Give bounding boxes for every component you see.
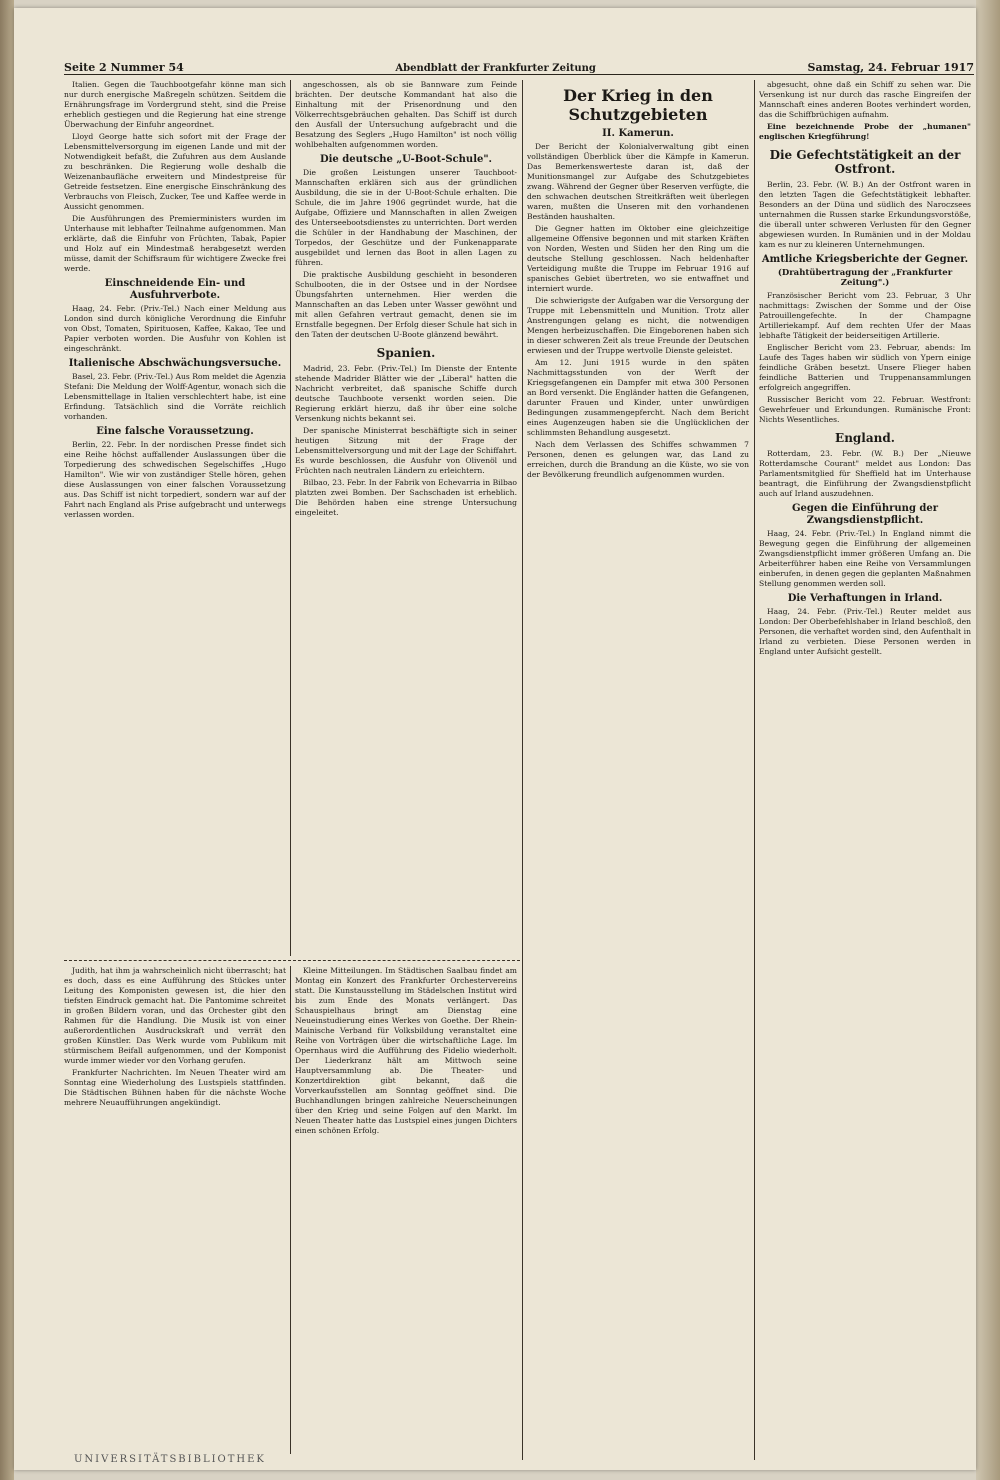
article-text: Französischer Bericht vom 23. Februar, 3 Uhr nachmittags: Zwischen der Somme und der Oise Patrouillengefechte. In der Champagne Artilleriekampf. Auf dem rechten Ufer der Maas lebhafte Tätigkeit der beiderseitigen Artillerie.: [759, 291, 971, 340]
masthead: [64, 56, 974, 75]
article-text: Der Bericht der Kolonialverwaltung gibt einen vollständigen Überblick über die Kämpfe in Kamerun. Das Bemerkenswerteste daran ist, daß der Munitionsmangel zur Aufgabe des Schutzgebietes zwang. Während der Gegner über Reserven verfügte, die den schwachen deutschen Streitkräften weit überlegen waren, mußten die Unseren mit den vorhandenen Beständen haushalten.: [527, 142, 749, 221]
article-text: Die großen Leistungen unserer Tauchboot-Mannschaften erklären sich aus der gründlichen Ausbildung, die sie in der U-Boot-Schule erhalten. Die Schule, die im Jahre 1906 gegründet wurde, hat die Aufgabe, Offiziere und Mannschaften in allen Zweigen des Unterseebootsdienstes zu unterrichten. Dort werden die Schüler in der Handhabung der Maschinen, der Torpedos, der Geschütze und der Funkenapparate ausgebildet und lernen das Boot in allen Lagen zu führen.: [295, 168, 517, 267]
headline-zwangsdienstpflicht: Gegen die Einführung der Zwangsdienstpflicht.: [791, 503, 939, 526]
masthead-title: Abendblatt der Frankfurter Zeitung: [395, 63, 596, 74]
column-rule: [290, 80, 291, 956]
article-text: Rotterdam, 23. Febr. (W. B.) Der „Nieuwe Rotterdamsche Courant" meldet aus London: Das Parlamentsmitglied für Sheffield hat im Unterhause beantragt, die Einführung der Zwangsdienstpflicht auch auf Irland auszudehnen.: [759, 449, 971, 498]
article-text: Lloyd George hatte sich sofort mit der Frage der Lebensmittelversorgung im eigenen Lande und mit der Notwendigkeit befaßt, die Zufuhren aus dem Auslande zu beschränken. Die Regierung wolle deshalb die Weizenanbaufläche erweitern und Mindestpreise für Getreide festsetzen. Eine energische Einschränkung des Verbrauchs von Fleisch, Zucker, Tee und Kaffee werde in Aussicht genommen.: [64, 132, 286, 211]
feuilleton-text: Kleine Mitteilungen. Im Städtischen Saalbau findet am Montag ein Konzert des Frankfurter Orchestervereins statt. Die Kunstausstellung im Städelschen Institut wird bis zum Ende des Monats verlängert. Das Schauspielhaus bringt am Dienstag eine Neueinstudierung eines Werkes von Goethe. Der Rhein-Mainische Verband für Volksbildung veranstaltet eine Reihe von Vorträgen über die wirtschaftliche Lage. Im Opernhaus wird die Aufführung des Fidelio wiederholt. Der Liederkranz hält am Mittwoch seine Hauptversammlung ab. Die Theater- und Konzertdirektion gibt bekannt, daß die Vorverkaufsstellen am Sonntag geöffnet sind. Die Buchhandlungen bringen zahlreiche Neuerscheinungen über den Krieg und seine Folgen auf den Markt. Im Neuen Theater hatte das Lustspiel eines jungen Dichters einen schönen Erfolg.: [295, 966, 517, 1135]
article-text: Haag, 24. Febr. (Priv.-Tel.) Reuter meldet aus London: Der Oberbefehlshaber in Irland beschloß, den Personen, die verhaftet worden sind, den Aufenthalt in Irland zu verbieten. Diese Personen werden in England unter Aufsicht gestellt.: [759, 607, 971, 656]
subheadline-drahtbericht: (Drahtübertragung der „Frankfurter Zeitung".): [777, 268, 953, 288]
masthead-date: Samstag, 24. Februar 1917: [807, 61, 974, 74]
article-text: Madrid, 23. Febr. (Priv.-Tel.) Im Dienste der Entente stehende Madrider Blätter wie der „Liberal" hatten die Nachricht verbreitet, daß spanische Schiffe durch deutsche Tauchboote versenkt worden seien. Die Regierung erklärt hierzu, daß ihr über eine solche Versenkung nichts bekannt sei.: [295, 364, 517, 423]
column-rule: [754, 80, 755, 1460]
column-3: [527, 80, 749, 1460]
column-4: [759, 80, 971, 1460]
headline-krieg-schutzgebieten: Der Krieg in den Schutzgebieten: [563, 86, 713, 124]
article-text: Nach dem Verlassen des Schiffes schwammen 7 Personen, denen es gelungen war, das Land zu erreichen, durch die Brandung an die Küste, wo sie von der Bevölkerung freundlich aufgenommen wurden.: [527, 440, 749, 479]
headline-kriegsberichte: Amtliche Kriegsberichte der Gegner.: [761, 254, 969, 265]
headline-ostfront: Die Gefechtstätigkeit an der Ostfront.: [769, 148, 961, 176]
article-text: Haag, 24. Febr. (Priv.-Tel.) Nach einer Meldung aus London sind durch königliche Verordnung die Einfuhr von Obst, Tomaten, Spirituosen, Kaffee, Kakao, Tee und Papier verboten worden. Die Ausfuhr von Kohlen ist eingeschränkt.: [64, 304, 286, 353]
article-text: Russischer Bericht vom 22. Februar. Westfront: Gewehrfeuer und Erkundungen. Rumänische Front: Nichts Wesentliches.: [759, 395, 971, 424]
article-text: Englischer Bericht vom 23. Februar, abends: Im Laufe des Tages haben wir südlich von Ypern einige feindliche Gräben besetzt. Unsere Flieger haben feindliche Batterien und Truppenansammlungen erfolgreich angegriffen.: [759, 343, 971, 392]
column-1: [64, 80, 286, 958]
column-rule: [522, 80, 523, 1460]
feuilleton-left: [64, 966, 286, 1456]
feuilleton-rule: [64, 960, 520, 961]
article-text: Haag, 24. Febr. (Priv.-Tel.) In England nimmt die Bewegung gegen die Einführung der allgemeinen Zwangsdienstpflicht immer größeren Umfang an. Die Arbeiterführer haben eine Reihe von Versammlungen einberufen, in denen gegen die geplanten Maßnahmen Stellung genommen werden soll.: [759, 529, 971, 588]
column-rule: [290, 966, 291, 1454]
feuilleton-center: [295, 966, 517, 1456]
article-text: Berlin, 23. Febr. (W. B.) An der Ostfront waren in den letzten Tagen die Gefechtstätigkeit lebhafter. Besonders an der Düna und südlich des Naroczsees unternahmen die Russen starke Erkundungsvorstöße, die überall unter schweren Verlusten für den Gegner abgewiesen wurden. In Rumänien und in der Moldau kam es nur zu kleineren Unternehmungen.: [759, 180, 971, 249]
headline-italienische: Italienische Abschwächungsversuche.: [68, 358, 282, 369]
headline-kamerun: II. Kamerun.: [602, 128, 674, 139]
headline-ausfuhrverbote: Einschneidende Ein- und Ausfuhrverbote.: [104, 278, 246, 301]
article-text: Berlin, 22. Febr. In der nordischen Presse findet sich eine Reihe höchst auffallender Auslassungen über die Torpedierung des schwedischen Segelschiffes „Hugo Hamilton". Wie wir von zuständiger Stelle hören, gehen diese Auslassungen von einer falschen Voraussetzung aus. Das Schiff ist nicht torpediert, sondern war auf der Fahrt nach England als Prise aufgebracht und unterwegs verlassen worden.: [64, 440, 286, 519]
article-text: Die praktische Ausbildung geschieht in besonderen Schulbooten, die in der Ostsee und in der Nordsee Übungsfahrten unternehmen. Hier werden die Mannschaften an das Leben unter Wasser gewöhnt und mit allen Gefahren vertraut gemacht, denen sie im Ernstfalle begegnen. Der Erfolg dieser Schule hat sich in den Taten der deutschen U-Boote glänzend bewährt.: [295, 270, 517, 339]
binding-edge: [0, 0, 14, 1480]
article-note: Eine bezeichnende Probe der „humanen" englischen Kriegführung!: [759, 122, 971, 141]
feuilleton-text: Judith, hat ihm ja wahrscheinlich nicht überrascht; hat es doch, dass es eine Aufführung des Stückes unter Leitung des Komponisten gewesen ist, die hier den tiefsten Eindruck gemacht hat. Die Pantomime schreitet in großen Bildern voran, und das Orchester gibt den Rahmen für die Handlung. Die Musik ist von einer außerordentlichen Ausdruckskraft und verrät den großen Künstler. Das Werk wurde vom Publikum mit stürmischem Beifall aufgenommen, und der Komponist wurde immer wieder vor den Vorhang gerufen.: [64, 966, 286, 1065]
headline-england: England.: [835, 431, 895, 445]
article-text: Der spanische Ministerrat beschäftigte sich in seiner heutigen Sitzung mit der Frage der Lebensmittelversorgung und mit der Lage der Schiffahrt. Es wurde beschlossen, die Ausfuhr von Olivenöl und Früchten nach neutralen Ländern zu erleichtern.: [295, 426, 517, 475]
article-italien: Italien. Gegen die Tauchbootgefahr könne man sich nur durch energische Maßregeln schützen. Seitdem die Ernährungsfrage im Vordergrund steht, sind die Preise erheblich gestiegen und die Regierung hat eine strenge Überwachung der Einfuhr angeordnet.: [64, 80, 286, 129]
article-text: angeschossen, als ob sie Bannware zum Feinde brächten. Der deutsche Kommandant hat also die Einhaltung mit der Prisenordnung und den Völkerrechtsgebräuchen gehalten. Das Schiff ist durch den Ausfall der Untersuchung aufgebracht und die Besatzung des Seglers „Hugo Hamilton" ist noch völlig wohlbehalten aufgenommen worden.: [295, 80, 517, 149]
page-edge: [976, 0, 1000, 1480]
article-text: Bilbao, 23. Febr. In der Fabrik von Echevarria in Bilbao platzten zwei Bomben. Der Sachschaden ist erheblich. Die Behörden haben eine strenge Untersuchung eingeleitet.: [295, 478, 517, 517]
headline-voraussetzung: Eine falsche Voraussetzung.: [96, 426, 254, 437]
library-stamp: UNIVERSITÄTSBIBLIOTHEK: [74, 1454, 266, 1465]
feuilleton-text: Frankfurter Nachrichten. Im Neuen Theater wird am Sonntag eine Wiederholung des Lustspiels stattfinden. Die Städtischen Bühnen haben für die nächste Woche mehrere Neuaufführungen angekündigt.: [64, 1068, 286, 1107]
article-text: Die schwierigste der Aufgaben war die Versorgung der Truppe mit Lebensmitteln und Munition. Trotz aller Anstrengungen gelang es nicht, die notwendigen Mengen herbeizuschaffen. Die Eingeborenen haben sich in dieser schweren Zeit als treue Freunde der Deutschen erwiesen und der Truppe wertvolle Dienste geleistet.: [527, 296, 749, 355]
article-text: abgesucht, ohne daß ein Schiff zu sehen war. Die Versenkung ist nur durch das rasche Eingreifen der Mannschaft eines anderen Bootes verhindert worden, das die Schiffbrüchigen aufnahm.: [759, 80, 971, 119]
article-text: Am 12. Juni 1915 wurde in den späten Nachmittagsstunden von der Werft der Kriegsgefangenen ein Dampfer mit etwa 300 Personen an Bord versenkt. Die Engländer hatten die Gefangenen, darunter Frauen und Kinder, unter unwürdigen Bedingungen zusammengepfercht. Nach dem Bericht eines Augenzeugen haben sie die Unglücklichen der schlimmsten Behandlung ausgesetzt.: [527, 358, 749, 437]
newspaper-page: [14, 8, 976, 1470]
masthead-page-number: Seite 2 Nummer 54: [64, 61, 184, 74]
article-text: Basel, 23. Febr. (Priv.-Tel.) Aus Rom meldet die Agenzia Stefani: Die Meldung der Wolff-Agentur, wonach sich die Lebensmittellage in Italien verschlechtert habe, ist eine Erfindung. Tatsächlich sind die Vorräte reichlich vorhanden.: [64, 372, 286, 421]
headline-spanien: Spanien.: [376, 346, 436, 360]
column-2: [295, 80, 517, 958]
headline-verhaftungen-irland: Die Verhaftungen in Irland.: [787, 593, 943, 604]
headline-u-boot-schule: Die deutsche „U-Boot-Schule".: [319, 154, 493, 165]
article-text: Die Gegner hatten im Oktober eine gleichzeitige allgemeine Offensive begonnen und mit starken Kräften von Norden, Westen und Süden her den Ring um die deutsche Stellung geschlossen. Nach heldenhafter Verteidigung mußte die Truppe im Februar 1916 auf spanisches Gebiet übertreten, wo sie entwaffnet und interniert wurde.: [527, 224, 749, 293]
article-text: Die Ausführungen des Premierministers wurden im Unterhause mit lebhafter Teilnahme aufgenommen. Man erklärte, daß die Einfuhr von Früchten, Tabak, Papier und Holz auf ein Mindestmaß herabgesetzt werden müsse, damit der Schiffsraum für wichtigere Zwecke frei werde.: [64, 214, 286, 273]
